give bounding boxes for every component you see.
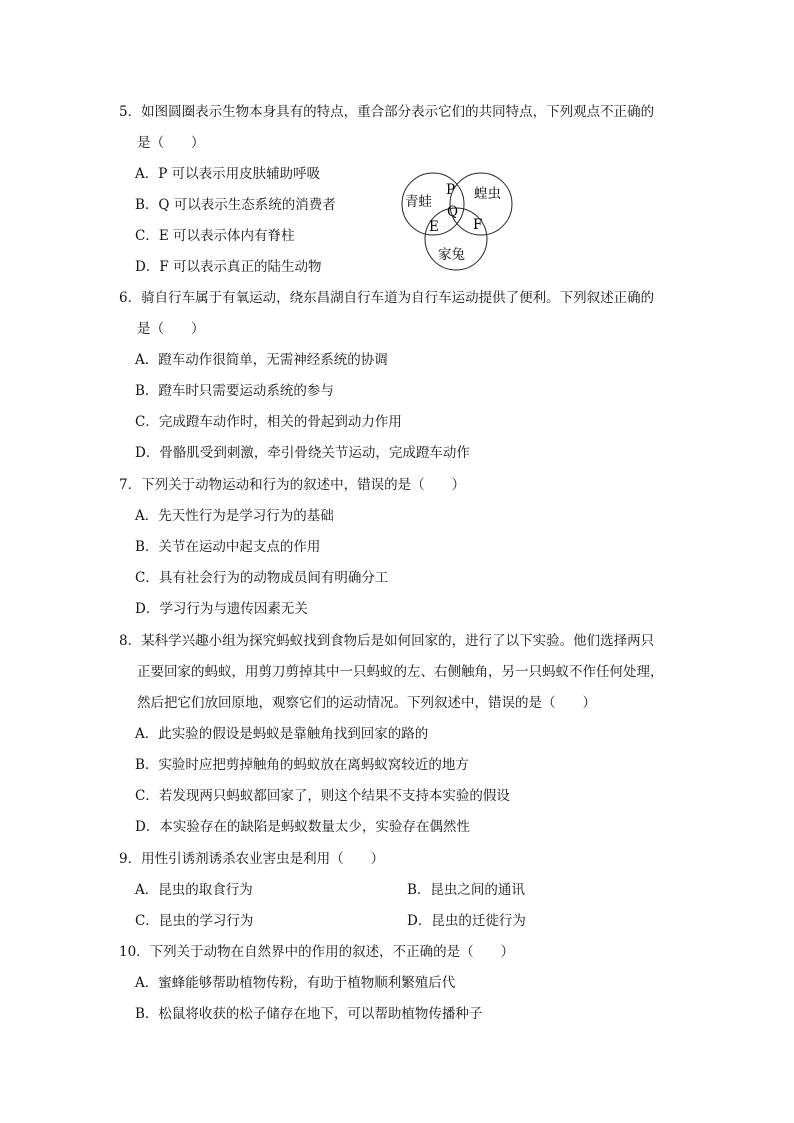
option-b: B．实验时应把剪掉触角的蚂蚁放在离蚂蚁窝较近的地方 [135, 757, 469, 773]
venn-diagram [390, 168, 520, 278]
option-c: C．若发现两只蚂蚁都回家了，则这个结果不支持本实验的假设 [135, 788, 510, 804]
venn-region-q: Q [447, 204, 459, 220]
question-10 [119, 937, 679, 1030]
question-stem: 5．如图圆圈表示生物本身具有的特点，重合部分表示它们的共同特点，下列观点不正确的 [119, 104, 655, 120]
option-c: C．具有社会行为的动物成员间有明确分工 [135, 570, 389, 586]
option-a: A．蹬车动作很简单，无需神经系统的协调 [135, 352, 388, 368]
option-a: A．蜜蜂能够帮助植物传粉，有助于植物顺利繁殖后代 [135, 975, 456, 991]
option-d: D．学习行为与遗传因素无关 [135, 601, 308, 617]
option-a: A．昆虫的取食行为 [135, 882, 253, 898]
question-9 [119, 844, 679, 937]
option-b: B．Q 可以表示生态系统的消费者 [135, 197, 336, 213]
option-c: C．昆虫的学习行为 [135, 913, 254, 929]
option-c: C．E 可以表示体内有脊柱 [135, 228, 295, 244]
venn-region-f: F [473, 217, 483, 233]
venn-region-e: E [429, 219, 439, 235]
option-b: B．关节在运动中起支点的作用 [135, 539, 321, 555]
question-stem: 7．下列关于动物运动和行为的叙述中，错误的是（ ） [119, 477, 466, 493]
option-a: A．P 可以表示用皮肤辅助呼吸 [135, 166, 321, 182]
option-c: C．完成蹬车动作时，相关的骨起到动力作用 [135, 414, 402, 430]
question-stem-continued: 是（ ） [137, 135, 205, 151]
option-d: D．昆虫的迁徙行为 [407, 913, 526, 929]
question-stem-continued: 正要回家的蚂蚁，用剪刀剪掉其中一只蚂蚁的左、右侧触角，另一只蚂蚁不作任何处理， [137, 664, 664, 680]
option-d: D．骨骼肌受到刺激，牵引骨绕关节运动，完成蹬车动作 [135, 445, 470, 461]
option-row [119, 875, 679, 906]
question-7 [119, 470, 679, 625]
question-stem: 10．下列关于动物在自然界中的作用的叙述，不正确的是（ ） [119, 944, 515, 960]
option-a: A．此实验的假设是蚂蚁是靠触角找到回家的路的 [135, 726, 429, 742]
option-d: D．F 可以表示真正的陆生动物 [135, 259, 322, 275]
option-a: A．先天性行为是学习行为的基础 [135, 508, 334, 524]
option-b: B．昆虫之间的通讯 [407, 882, 525, 898]
venn-label-rabbit: 家兔 [438, 247, 465, 263]
question-8 [119, 626, 679, 843]
venn-label-locust: 蝗虫 [474, 186, 501, 202]
option-row [119, 906, 679, 937]
venn-region-p: P [446, 182, 456, 198]
option-b: B．蹬车时只需要运动系统的参与 [135, 383, 334, 399]
question-6 [119, 283, 679, 469]
question-stem-continued: 然后把它们放回原地，观察它们的运动情况。下列叙述中，错误的是（ ） [137, 695, 596, 711]
option-b: B．松鼠将收获的松子储存在地下，可以帮助植物传播种子 [135, 1006, 483, 1022]
question-stem: 6．骑自行车属于有氧运动，绕东昌湖自行车道为自行车运动提供了便利。下列叙述正确的 [119, 290, 655, 306]
venn-label-frog: 青蛙 [405, 194, 432, 210]
question-stem-continued: 是（ ） [137, 321, 205, 337]
question-stem: 9．用性引诱剂诱杀农业害虫是利用（ ） [119, 851, 385, 867]
question-stem: 8．某科学兴趣小组为探究蚂蚁找到食物后是如何回家的，进行了以下实验。他们选择两只 [119, 633, 655, 649]
option-d: D．本实验存在的缺陷是蚂蚁数量太少，实验存在偶然性 [135, 819, 470, 835]
